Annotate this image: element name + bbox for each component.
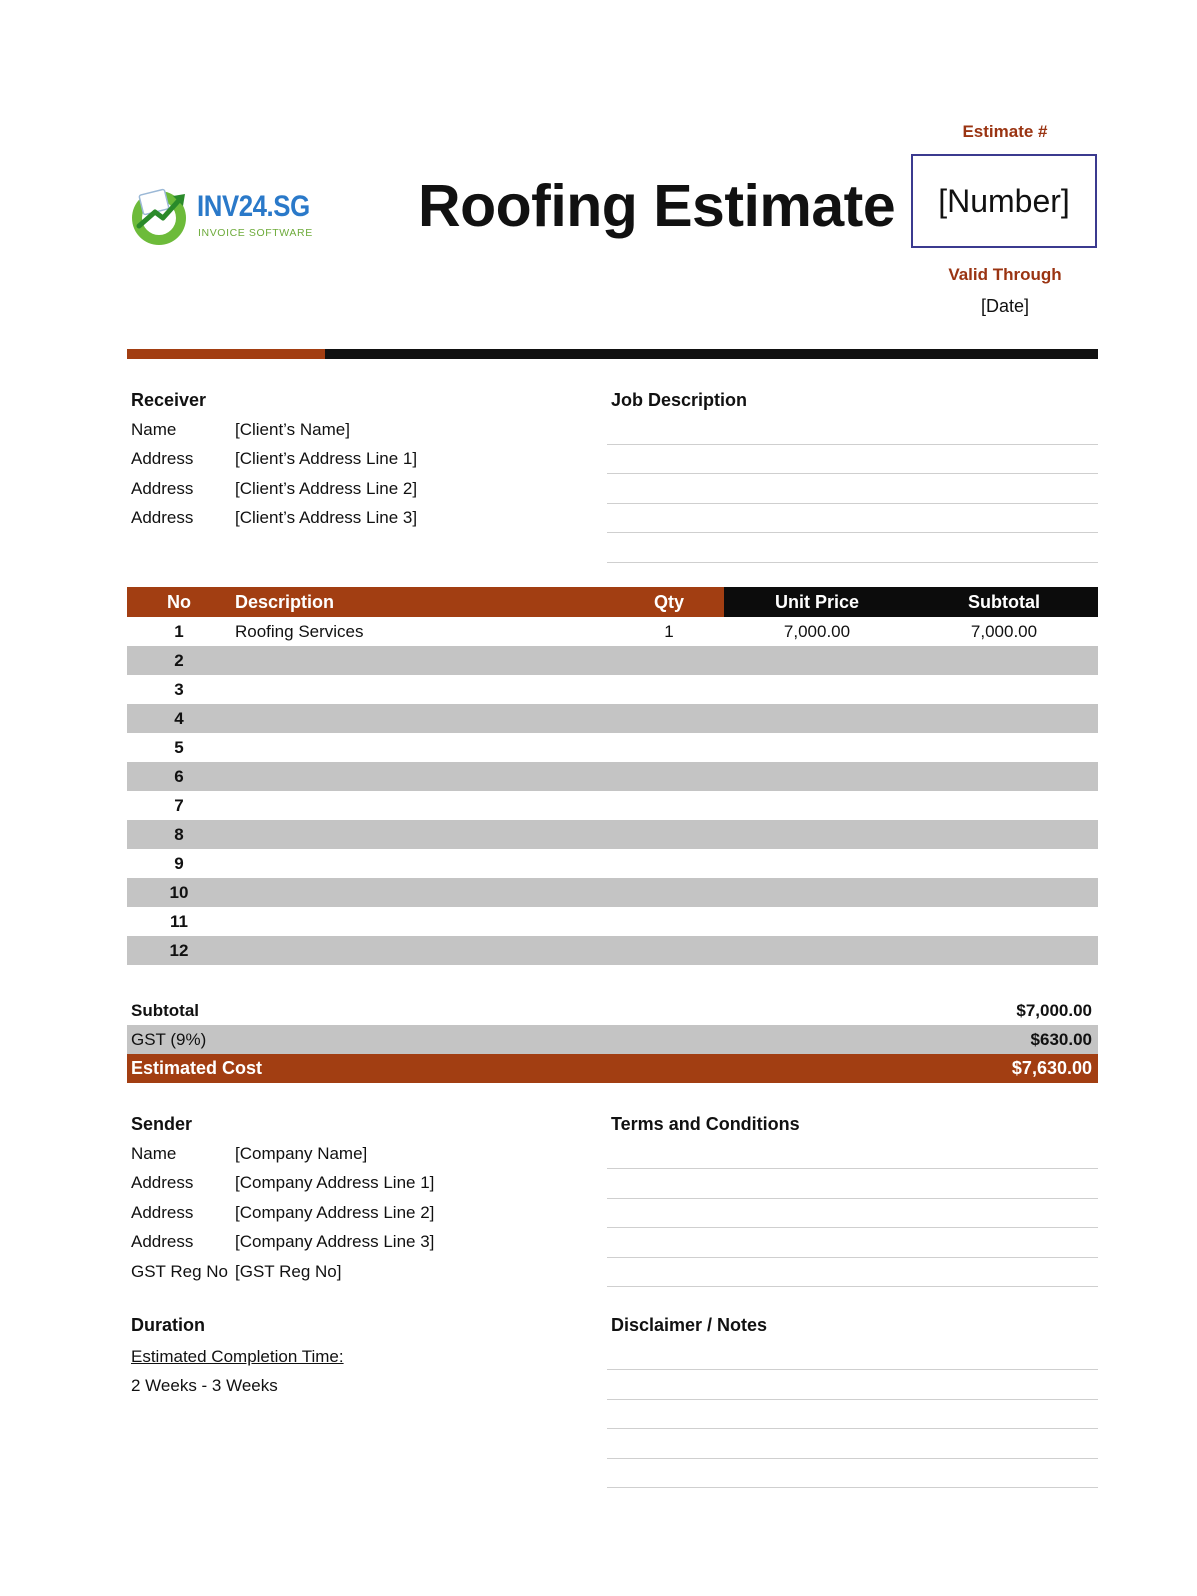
subtotal-value: $7,000.00 xyxy=(1016,1001,1092,1020)
job-description-line[interactable] xyxy=(607,532,1098,533)
logo-name: INV24.SG xyxy=(197,190,310,223)
receiver-key: Address xyxy=(131,508,194,527)
row-number: 9 xyxy=(174,854,184,873)
job-description-line[interactable] xyxy=(607,444,1098,445)
estimated-cost-label: Estimated Cost xyxy=(131,1058,263,1078)
row-number: 3 xyxy=(174,680,184,699)
row-number: 7 xyxy=(174,796,184,815)
logo-tagline: INVOICE SOFTWARE xyxy=(198,227,313,239)
sender-value: [Company Address Line 2] xyxy=(235,1203,435,1222)
row-number: 8 xyxy=(174,825,184,844)
subtotal-row xyxy=(127,996,1098,1025)
receiver-key: Name xyxy=(131,420,177,439)
column-header-description: Description xyxy=(235,592,335,612)
sender-title: Sender xyxy=(131,1114,193,1134)
job-description-line[interactable] xyxy=(607,503,1098,504)
sender-value: [GST Reg No] xyxy=(235,1262,342,1281)
row-number: 6 xyxy=(174,767,184,786)
terms-line[interactable] xyxy=(607,1257,1098,1258)
estimate-number-value: [Number] xyxy=(938,182,1070,219)
row-number: 5 xyxy=(174,738,184,757)
disclaimer-line[interactable] xyxy=(607,1428,1098,1429)
row-unit-price[interactable]: 7,000.00 xyxy=(783,622,851,641)
table-row xyxy=(127,704,1098,733)
table-row xyxy=(127,617,1098,646)
terms-line[interactable] xyxy=(607,1227,1098,1228)
header-rule-accent xyxy=(127,349,325,359)
completion-time-value: 2 Weeks - 3 Weeks xyxy=(131,1376,278,1395)
terms-line[interactable] xyxy=(607,1286,1098,1287)
receiver-key: Address xyxy=(131,449,194,468)
estimate-number-label: Estimate # xyxy=(962,122,1048,141)
estimated-cost-value: $7,630.00 xyxy=(1011,1058,1092,1078)
terms-line[interactable] xyxy=(607,1198,1098,1199)
table-row xyxy=(127,675,1098,704)
document-title: Roofing Estimate xyxy=(418,173,896,239)
table-row xyxy=(127,878,1098,907)
column-header-subtotal: Subtotal xyxy=(968,592,1040,612)
sender-key: Address xyxy=(131,1173,194,1192)
terms-title: Terms and Conditions xyxy=(611,1114,800,1134)
sender-key: Name xyxy=(131,1144,177,1163)
header-rule-dark xyxy=(325,349,1098,359)
table-row xyxy=(127,849,1098,878)
row-number: 4 xyxy=(174,709,184,728)
duration-title: Duration xyxy=(131,1315,205,1335)
sender-key: Address xyxy=(131,1203,194,1222)
disclaimer-line[interactable] xyxy=(607,1369,1098,1370)
sender-value: [Company Name] xyxy=(235,1144,368,1163)
job-description-line[interactable] xyxy=(607,562,1098,563)
completion-time-label: Estimated Completion Time: xyxy=(131,1347,344,1366)
valid-through-label: Valid Through xyxy=(948,265,1062,284)
table-row xyxy=(127,733,1098,762)
sender-key: GST Reg No xyxy=(131,1262,229,1281)
sender-value: [Company Address Line 1] xyxy=(235,1173,435,1192)
table-row xyxy=(127,762,1098,791)
job-description-title: Job Description xyxy=(611,390,748,410)
disclaimer-line[interactable] xyxy=(607,1399,1098,1400)
column-header-qty: Qty xyxy=(653,592,684,612)
row-number: 1 xyxy=(174,622,184,641)
column-header-no: No xyxy=(167,592,191,612)
column-header-unit-price: Unit Price xyxy=(774,592,860,612)
row-number: 11 xyxy=(170,912,188,931)
sender-key: Address xyxy=(131,1232,194,1251)
terms-line[interactable] xyxy=(607,1168,1098,1169)
receiver-key: Address xyxy=(131,479,194,498)
company-logo xyxy=(127,182,337,248)
gst-label: GST (9%) xyxy=(131,1030,207,1049)
row-qty[interactable]: 1 xyxy=(664,622,674,641)
receiver-value: [Client’s Address Line 3] xyxy=(235,508,418,527)
gst-value: $630.00 xyxy=(1030,1030,1092,1049)
table-row xyxy=(127,646,1098,675)
row-number: 10 xyxy=(169,883,189,902)
disclaimer-line[interactable] xyxy=(607,1487,1098,1488)
items-table-header xyxy=(127,587,1098,617)
table-row xyxy=(127,907,1098,936)
receiver-value: [Client’s Address Line 1] xyxy=(235,449,418,468)
receiver-value: [Client’s Address Line 2] xyxy=(235,479,418,498)
job-description-line[interactable] xyxy=(607,473,1098,474)
row-description[interactable]: Roofing Services xyxy=(235,622,364,641)
table-row xyxy=(127,791,1098,820)
valid-through-date: [Date] xyxy=(980,296,1030,316)
receiver-title: Receiver xyxy=(131,390,207,410)
subtotal-label: Subtotal xyxy=(131,1001,199,1020)
logo-icon xyxy=(127,182,191,246)
row-subtotal: 7,000.00 xyxy=(970,622,1038,641)
estimate-number-field[interactable] xyxy=(911,154,1097,248)
disclaimer-title: Disclaimer / Notes xyxy=(611,1315,768,1335)
disclaimer-line[interactable] xyxy=(607,1458,1098,1459)
receiver-value: [Client’s Name] xyxy=(235,420,350,439)
gst-row xyxy=(127,1025,1098,1054)
row-number: 12 xyxy=(169,941,189,960)
table-row xyxy=(127,936,1098,965)
estimated-cost-row xyxy=(127,1054,1098,1083)
row-number: 2 xyxy=(174,651,184,670)
sender-value: [Company Address Line 3] xyxy=(235,1232,435,1251)
table-row xyxy=(127,820,1098,849)
